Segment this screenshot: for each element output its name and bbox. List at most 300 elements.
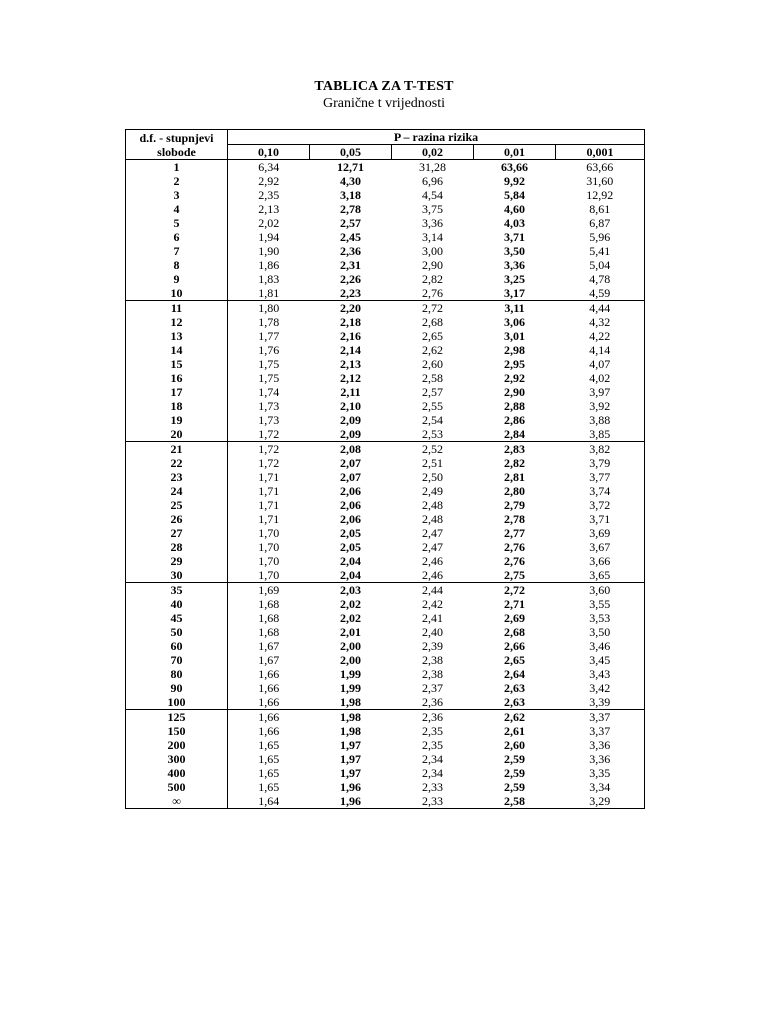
p002-cell: 2,58 xyxy=(422,371,443,385)
p0001-cell: 3,92 xyxy=(556,399,645,413)
p002-cell: 2,48 xyxy=(422,498,443,512)
p010-cell: 1,65 xyxy=(258,738,280,752)
p001-cell: 3,50 xyxy=(504,244,525,258)
p005-cell: 1,98 xyxy=(310,695,392,710)
table-row xyxy=(126,653,645,667)
table-row xyxy=(126,427,645,442)
df-cell: 50 xyxy=(126,625,228,639)
df-cell: 40 xyxy=(126,597,228,611)
p002-cell: 2,46 xyxy=(422,554,443,568)
p005-cell: 2,05 xyxy=(340,540,361,554)
table-row xyxy=(126,695,645,710)
p002-cell: 2,34 xyxy=(422,752,443,766)
df-cell: 7 xyxy=(126,244,228,258)
p001-cell: 4,03 xyxy=(504,216,525,230)
p0001-cell: 6,87 xyxy=(556,216,645,230)
p001-cell: 2,95 xyxy=(504,357,525,371)
table-row xyxy=(126,667,645,681)
table-body xyxy=(126,160,645,809)
df-cell: 5 xyxy=(126,216,228,230)
p-value-header: 0,05 xyxy=(310,145,392,160)
table-row xyxy=(126,315,645,329)
p0001-cell: 4,59 xyxy=(556,286,645,301)
df-header-line-1: d.f. - stupnjevi xyxy=(139,130,214,145)
p0001-cell: 3,67 xyxy=(556,540,645,554)
p0001-cell: 3,88 xyxy=(556,413,645,427)
df-cell: 12 xyxy=(126,315,228,329)
p005-cell: 1,98 xyxy=(340,724,361,738)
p005-cell: 1,98 xyxy=(340,710,361,724)
df-cell: 11 xyxy=(126,301,228,316)
p005-cell: 2,00 xyxy=(340,639,361,653)
p002-cell: 2,34 xyxy=(422,766,443,780)
p0001-cell: 3,97 xyxy=(556,385,645,399)
table-row xyxy=(126,526,645,540)
p002-cell: 2,90 xyxy=(422,258,443,272)
table-row xyxy=(126,174,645,188)
p002-cell: 2,36 xyxy=(422,710,443,724)
p005-cell: 2,31 xyxy=(340,258,361,272)
p010-cell: 1,69 xyxy=(258,583,280,597)
p002-cell: 2,55 xyxy=(422,399,443,413)
table-row xyxy=(126,230,645,244)
p0001-cell: 4,22 xyxy=(556,329,645,343)
p010-cell: 1,73 xyxy=(258,413,280,427)
p005-cell: 2,02 xyxy=(340,611,361,625)
p010-cell: 1,71 xyxy=(258,484,280,498)
p005-cell: 2,07 xyxy=(340,456,361,470)
p002-cell: 2,38 xyxy=(422,653,443,667)
p005-cell: 2,12 xyxy=(340,371,361,385)
df-cell: 45 xyxy=(126,611,228,625)
p005-cell: 1,96 xyxy=(340,780,361,794)
p005-cell: 1,99 xyxy=(340,667,361,681)
p-value-header: 0,01 xyxy=(474,145,556,160)
p001-cell: 2,59 xyxy=(504,780,525,794)
table-row xyxy=(126,597,645,611)
p0001-cell: 3,82 xyxy=(556,442,645,457)
table-row xyxy=(126,258,645,272)
p010-cell: 1,67 xyxy=(258,639,280,653)
df-cell: 100 xyxy=(126,695,228,710)
p010-cell: 1,66 xyxy=(228,695,310,710)
df-cell: 14 xyxy=(126,343,228,357)
df-cell: 200 xyxy=(126,738,228,752)
p010-cell: 1,71 xyxy=(258,470,280,484)
df-cell: 29 xyxy=(126,554,228,568)
p0001-cell: 4,07 xyxy=(556,357,645,371)
p001-cell: 2,98 xyxy=(504,343,525,357)
p005-cell: 2,13 xyxy=(340,357,361,371)
p010-cell: 1,65 xyxy=(258,766,280,780)
p002-cell: 2,52 xyxy=(422,442,443,456)
table-row xyxy=(126,540,645,554)
p0001-cell: 3,46 xyxy=(556,639,645,653)
p001-cell: 2,75 xyxy=(474,568,556,583)
df-cell: 4 xyxy=(126,202,228,216)
df-cell: 400 xyxy=(126,766,228,780)
p002-cell: 2,68 xyxy=(422,315,443,329)
p002-cell: 3,00 xyxy=(422,244,443,258)
p0001-cell: 3,39 xyxy=(556,695,645,710)
p002-cell: 31,28 xyxy=(419,160,446,174)
p002-cell: 2,40 xyxy=(422,625,443,639)
p0001-cell: 31,60 xyxy=(556,174,645,188)
p002-cell: 2,47 xyxy=(422,540,443,554)
p002-cell: 2,37 xyxy=(422,681,443,695)
table-row xyxy=(126,724,645,738)
df-cell: 10 xyxy=(126,286,228,301)
table-row xyxy=(126,160,645,175)
table-row xyxy=(126,442,645,457)
p002-cell: 2,62 xyxy=(422,343,443,357)
p0001-cell: 3,77 xyxy=(556,470,645,484)
p010-cell: 1,72 xyxy=(258,456,280,470)
p010-cell: 1,65 xyxy=(258,752,280,766)
p005-cell: 2,03 xyxy=(340,583,361,597)
table-row xyxy=(126,343,645,357)
p010-cell: 1,64 xyxy=(228,794,310,809)
df-cell: 23 xyxy=(126,470,228,484)
p005-cell: 2,16 xyxy=(340,329,361,343)
p002-cell: 2,53 xyxy=(392,427,474,442)
p005-cell: 1,97 xyxy=(340,752,361,766)
table-row xyxy=(126,568,645,583)
df-cell: 35 xyxy=(126,583,228,598)
df-cell: 16 xyxy=(126,371,228,385)
p0001-cell: 5,96 xyxy=(556,230,645,244)
p010-cell: 1,94 xyxy=(258,230,280,244)
p005-cell: 2,09 xyxy=(340,413,361,427)
p0001-cell: 12,92 xyxy=(556,188,645,202)
p001-cell: 2,81 xyxy=(504,470,525,484)
p002-cell: 2,35 xyxy=(422,724,443,738)
p0001-cell: 3,45 xyxy=(556,653,645,667)
p010-cell: 1,72 xyxy=(228,427,310,442)
table-row xyxy=(126,710,645,725)
p001-cell: 3,36 xyxy=(504,258,525,272)
p001-cell: 2,62 xyxy=(504,710,525,724)
p002-cell: 2,51 xyxy=(422,456,443,470)
p002-cell: 2,33 xyxy=(392,794,474,809)
p001-cell: 2,59 xyxy=(504,766,525,780)
table-row xyxy=(126,272,645,286)
p0001-cell: 4,44 xyxy=(556,301,645,316)
df-cell: 20 xyxy=(126,427,228,442)
table-row xyxy=(126,752,645,766)
p001-cell: 2,83 xyxy=(504,442,525,456)
p001-cell: 2,59 xyxy=(504,752,525,766)
df-cell: 26 xyxy=(126,512,228,526)
df-cell: 30 xyxy=(126,568,228,583)
p005-cell: 2,14 xyxy=(340,343,361,357)
p005-cell: 2,06 xyxy=(340,484,361,498)
p005-cell: 2,04 xyxy=(310,568,392,583)
p0001-cell: 4,02 xyxy=(556,371,645,385)
p005-cell: 2,09 xyxy=(310,427,392,442)
p005-cell: 2,11 xyxy=(340,385,361,399)
page-title: TABLICA ZA T-TEST xyxy=(314,79,454,94)
p0001-cell: 5,41 xyxy=(556,244,645,258)
p001-cell: 2,88 xyxy=(504,399,525,413)
p010-cell: 1,72 xyxy=(258,442,280,456)
p001-cell: 2,61 xyxy=(504,724,525,738)
table-row xyxy=(126,484,645,498)
df-cell: 22 xyxy=(126,456,228,470)
p0001-cell: 3,34 xyxy=(556,780,645,794)
p001-cell: 5,84 xyxy=(504,188,525,202)
p001-cell: 2,65 xyxy=(504,653,525,667)
p0001-cell: 3,50 xyxy=(556,625,645,639)
p001-cell: 2,82 xyxy=(504,456,525,470)
p005-cell: 2,05 xyxy=(340,526,361,540)
p005-cell: 12,71 xyxy=(337,160,364,174)
table-row xyxy=(126,639,645,653)
table-row xyxy=(126,188,645,202)
p005-cell: 2,06 xyxy=(340,498,361,512)
p0001-cell: 8,61 xyxy=(556,202,645,216)
table-row xyxy=(126,554,645,568)
p001-cell: 2,58 xyxy=(474,794,556,809)
p010-cell: 2,13 xyxy=(258,202,280,216)
p005-cell: 2,36 xyxy=(340,244,361,258)
table-row xyxy=(126,371,645,385)
p001-cell: 4,60 xyxy=(504,202,525,216)
p001-cell: 2,60 xyxy=(504,738,525,752)
p002-cell: 2,48 xyxy=(422,512,443,526)
p002-cell: 2,82 xyxy=(422,272,443,286)
table-header xyxy=(126,130,645,160)
df-cell: 17 xyxy=(126,385,228,399)
p005-cell: 2,01 xyxy=(340,625,361,639)
p010-cell: 1,70 xyxy=(258,526,280,540)
p002-cell: 2,60 xyxy=(422,357,443,371)
p002-cell: 2,65 xyxy=(422,329,443,343)
p002-cell: 2,54 xyxy=(422,413,443,427)
df-cell: 6 xyxy=(126,230,228,244)
p001-cell: 3,71 xyxy=(504,230,525,244)
table-row xyxy=(126,583,645,598)
table-row xyxy=(126,611,645,625)
p010-cell: 1,80 xyxy=(258,301,280,315)
p001-cell: 3,11 xyxy=(504,301,525,315)
p001-cell: 2,63 xyxy=(504,681,525,695)
p010-cell: 1,66 xyxy=(258,710,280,724)
p005-cell: 2,02 xyxy=(340,597,361,611)
p010-cell: 1,78 xyxy=(258,315,280,329)
p005-cell: 1,96 xyxy=(310,794,392,809)
table-row xyxy=(126,329,645,343)
df-cell: 150 xyxy=(126,724,228,738)
p005-cell: 2,26 xyxy=(340,272,361,286)
p001-cell: 2,77 xyxy=(504,526,525,540)
df-cell: 27 xyxy=(126,526,228,540)
p005-cell: 2,04 xyxy=(340,554,361,568)
p010-cell: 1,65 xyxy=(258,780,280,794)
table-row xyxy=(126,301,645,316)
p010-cell: 1,71 xyxy=(258,498,280,512)
table-row xyxy=(126,780,645,794)
p010-cell: 1,70 xyxy=(258,554,280,568)
p005-cell: 2,20 xyxy=(340,301,361,315)
p005-cell: 2,08 xyxy=(340,442,361,456)
p0001-cell: 3,72 xyxy=(556,498,645,512)
p001-cell: 2,63 xyxy=(474,695,556,710)
p005-cell: 2,78 xyxy=(340,202,361,216)
p010-cell: 1,66 xyxy=(258,681,280,695)
p002-cell: 2,46 xyxy=(392,568,474,583)
table-row xyxy=(126,413,645,427)
p001-cell: 2,71 xyxy=(504,597,525,611)
p001-cell: 2,69 xyxy=(504,611,525,625)
p010-cell: 1,81 xyxy=(228,286,310,301)
p0001-cell: 4,32 xyxy=(556,315,645,329)
df-cell: 1 xyxy=(126,160,228,175)
p001-cell: 2,72 xyxy=(504,583,525,597)
p0001-cell: 3,55 xyxy=(556,597,645,611)
df-cell: 28 xyxy=(126,540,228,554)
p002-cell: 2,42 xyxy=(422,597,443,611)
df-cell: 300 xyxy=(126,752,228,766)
df-cell: 80 xyxy=(126,667,228,681)
p-header: P – razina rizika xyxy=(228,130,645,145)
df-cell: 15 xyxy=(126,357,228,371)
table-row xyxy=(126,766,645,780)
p001-cell: 3,25 xyxy=(504,272,525,286)
p0001-cell: 3,36 xyxy=(556,738,645,752)
df-cell: 13 xyxy=(126,329,228,343)
table-row xyxy=(126,470,645,484)
p010-cell: 1,68 xyxy=(258,611,280,625)
table-row xyxy=(126,794,645,809)
p010-cell: 1,66 xyxy=(258,724,280,738)
p005-cell: 2,18 xyxy=(340,315,361,329)
p005-cell: 2,07 xyxy=(340,470,361,484)
df-cell: 90 xyxy=(126,681,228,695)
p005-cell: 2,57 xyxy=(340,216,361,230)
p0001-cell: 3,37 xyxy=(556,724,645,738)
p-value-header: 0,001 xyxy=(556,145,645,160)
p0001-cell: 3,85 xyxy=(556,427,645,442)
df-cell: 125 xyxy=(126,710,228,725)
p-value-header: 0,02 xyxy=(392,145,474,160)
p002-cell: 2,57 xyxy=(422,385,443,399)
p010-cell: 1,75 xyxy=(258,371,280,385)
table-row xyxy=(126,286,645,301)
p005-cell: 2,00 xyxy=(340,653,361,667)
p005-cell: 2,10 xyxy=(340,399,361,413)
df-cell: 3 xyxy=(126,188,228,202)
df-cell: 25 xyxy=(126,498,228,512)
df-cell: 60 xyxy=(126,639,228,653)
p001-cell: 2,78 xyxy=(504,512,525,526)
p010-cell: 2,92 xyxy=(258,174,280,188)
p0001-cell: 3,74 xyxy=(556,484,645,498)
p0001-cell: 3,71 xyxy=(556,512,645,526)
df-cell: 500 xyxy=(126,780,228,794)
p0001-cell: 4,78 xyxy=(556,272,645,286)
p005-cell: 2,45 xyxy=(340,230,361,244)
p001-cell: 2,66 xyxy=(504,639,525,653)
p001-cell: 2,76 xyxy=(504,554,525,568)
p010-cell: 1,77 xyxy=(258,329,280,343)
p001-cell: 2,64 xyxy=(504,667,525,681)
table-row xyxy=(126,498,645,512)
table-row xyxy=(126,244,645,258)
p0001-cell: 3,29 xyxy=(556,794,645,809)
table-row xyxy=(126,216,645,230)
table-row xyxy=(126,456,645,470)
df-cell: 8 xyxy=(126,258,228,272)
df-cell: 18 xyxy=(126,399,228,413)
p002-cell: 2,33 xyxy=(422,780,443,794)
p001-cell: 9,92 xyxy=(504,174,525,188)
p010-cell: 1,68 xyxy=(258,625,280,639)
p001-cell: 2,84 xyxy=(474,427,556,442)
p002-cell: 2,44 xyxy=(422,583,443,597)
p010-cell: 1,90 xyxy=(258,244,280,258)
p001-cell: 2,76 xyxy=(504,540,525,554)
p001-cell: 3,17 xyxy=(474,286,556,301)
p010-cell: 1,67 xyxy=(258,653,280,667)
table-row xyxy=(126,738,645,752)
p005-cell: 1,99 xyxy=(340,681,361,695)
p010-cell: 2,02 xyxy=(258,216,280,230)
p010-cell: 1,76 xyxy=(258,343,280,357)
p002-cell: 2,35 xyxy=(422,738,443,752)
p0001-cell: 3,35 xyxy=(556,766,645,780)
p0001-cell: 3,69 xyxy=(556,526,645,540)
p010-cell: 1,74 xyxy=(258,385,280,399)
p002-cell: 2,47 xyxy=(422,526,443,540)
p0001-cell: 3,53 xyxy=(556,611,645,625)
table-row xyxy=(126,202,645,216)
p-value-header: 0,10 xyxy=(228,145,310,160)
table-row xyxy=(126,512,645,526)
p010-cell: 1,83 xyxy=(258,272,280,286)
p0001-cell: 3,79 xyxy=(556,456,645,470)
table-row xyxy=(126,385,645,399)
p005-cell: 3,18 xyxy=(340,188,361,202)
p002-cell: 3,36 xyxy=(422,216,443,230)
p002-cell: 2,76 xyxy=(392,286,474,301)
p010-cell: 1,66 xyxy=(258,667,280,681)
p0001-cell: 3,37 xyxy=(556,710,645,725)
page-subtitle: Granične t vrijednosti xyxy=(322,96,446,111)
p0001-cell: 3,36 xyxy=(556,752,645,766)
p0001-cell: 63,66 xyxy=(556,160,645,175)
p010-cell: 1,70 xyxy=(258,540,280,554)
p005-cell: 4,30 xyxy=(340,174,361,188)
p002-cell: 2,49 xyxy=(422,484,443,498)
p001-cell: 3,01 xyxy=(504,329,525,343)
t-test-table xyxy=(125,129,645,809)
p001-cell: 2,86 xyxy=(504,413,525,427)
p0001-cell: 3,65 xyxy=(556,568,645,583)
df-cell: 70 xyxy=(126,653,228,667)
p001-cell: 3,06 xyxy=(504,315,525,329)
df-header-line-2: slobode xyxy=(157,144,196,159)
p002-cell: 2,72 xyxy=(422,301,443,315)
df-header xyxy=(126,130,228,160)
df-cell: 19 xyxy=(126,413,228,427)
p0001-cell: 3,42 xyxy=(556,681,645,695)
p001-cell: 2,80 xyxy=(504,484,525,498)
df-cell: 2 xyxy=(126,174,228,188)
df-cell: ∞ xyxy=(126,794,228,809)
table-row xyxy=(126,681,645,695)
p001-cell: 2,68 xyxy=(504,625,525,639)
